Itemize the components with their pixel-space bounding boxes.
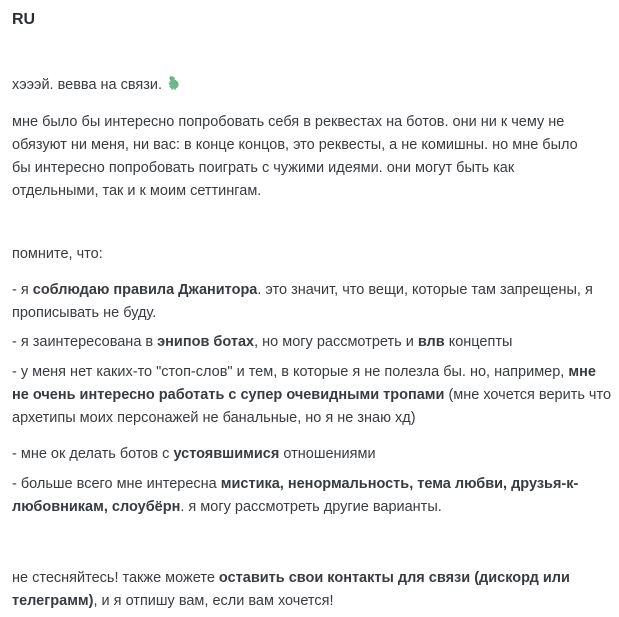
text-line [12, 473, 607, 496]
text-line [12, 157, 607, 180]
bold-run: оставить свои контакты для связи (дискорд или [218, 570, 570, 586]
dino-emoji [165, 75, 182, 92]
text-line [12, 111, 607, 134]
text-run: , и я отпишу вам, если вам хочется! [93, 593, 334, 609]
text-line [12, 384, 612, 407]
text-run: - я [12, 282, 33, 298]
bold-run: энипов ботах [157, 334, 255, 350]
text-line [12, 407, 607, 430]
text-line [12, 590, 607, 613]
text-run: мне было бы интересно попробовать себя в реквестах на ботов. они ни к чему не [12, 114, 565, 130]
note-remember [12, 243, 607, 266]
text-run: концепты [444, 334, 513, 350]
text-run: - у меня нет каких-то "стоп-слов" и тем, в которые я не полезла бы. но, например, [12, 364, 569, 380]
rule-favorite-themes [12, 473, 607, 519]
greeting [12, 74, 607, 97]
text-line [12, 279, 607, 302]
bold-run: мне [568, 364, 596, 380]
text-line [12, 361, 607, 384]
article-blocks [12, 74, 612, 613]
bold-run: телеграмм) [12, 593, 94, 609]
text-line [12, 302, 607, 325]
text-line [12, 331, 607, 354]
bold-run: влв [417, 334, 445, 350]
bold-run: устоявшимися [173, 446, 280, 462]
text-line [12, 443, 607, 466]
text-line [12, 243, 607, 266]
text-run: помните, что: [12, 246, 103, 262]
text-run: не стесняйтесь! также можете [12, 570, 219, 586]
bold-run: мистика, ненормальность, тема любви, друзья-к- [220, 476, 579, 492]
text-run: (мне хочется верить что [444, 387, 612, 403]
rule-janitor [12, 279, 607, 325]
text-run: отдельными, так и к моим сеттингам. [12, 183, 262, 199]
section-heading-ru: RU [12, 11, 36, 28]
text-line [12, 180, 607, 203]
text-run: отношениями [279, 446, 376, 462]
bold-run: соблюдаю правила Джанитора [32, 282, 258, 298]
rule-bot-types [12, 331, 607, 354]
text-run: . я могу рассмотреть другие варианты. [180, 499, 442, 515]
text-line [12, 74, 607, 97]
text-run: - я заинтересована в [12, 334, 158, 350]
text-run: - больше всего мне интересна [12, 476, 221, 492]
bold-run: любовникам, слоубёрн [12, 499, 181, 515]
rule-tropes [12, 361, 612, 430]
text-line [12, 134, 607, 157]
outro-contacts [12, 567, 607, 613]
text-run: архетипы моих персонажей не банальные, но я не знаю хд) [12, 410, 416, 426]
rule-established-relationships [12, 443, 607, 466]
text-run: - мне ок делать ботов с [12, 446, 174, 462]
text-run: хэээй. вевва на связи. [12, 77, 163, 93]
text-run: обязуют ни меня, ни вас: в конце концов, это реквесты, а не комишны. но мне было [12, 137, 578, 153]
text-run: , но могу рассмотреть и [254, 334, 418, 350]
text-run: прописывать не буду. [12, 305, 157, 321]
text-run: . это значит, что вещи, которые там запрещены, я [257, 282, 593, 298]
bold-run: не очень интересно работать с супер очевидными тропами [12, 387, 445, 403]
text-line [12, 567, 607, 590]
intro-requests [12, 111, 607, 203]
text-line [12, 496, 607, 519]
text-run: бы интересно попробовать поиграть с чужими идеями. они могут быть как [12, 160, 515, 176]
